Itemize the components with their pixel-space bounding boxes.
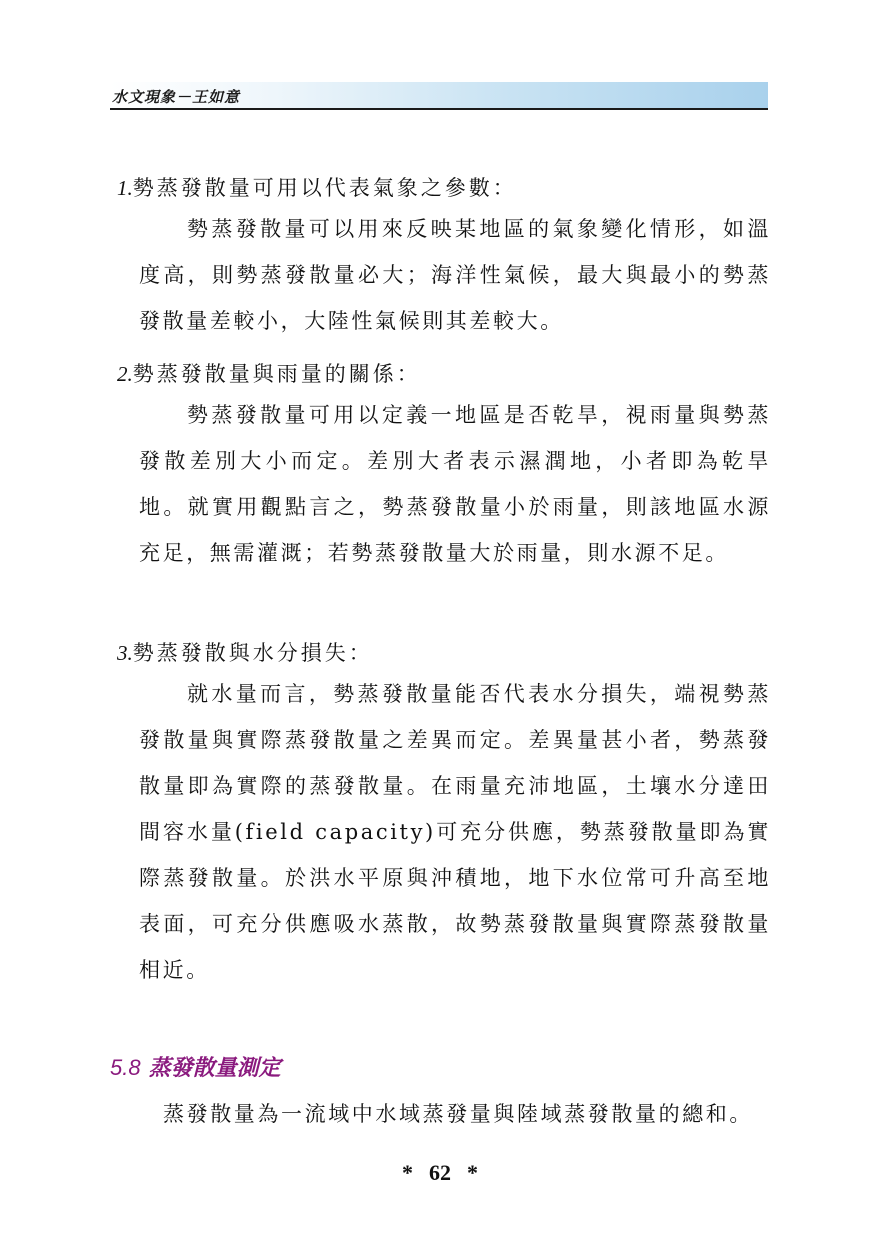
star-left-icon: * [402, 1160, 413, 1185]
item-1-heading [117, 172, 517, 202]
item-1-heading-text: 勢蒸發散量可用以代表氣象之參數： [132, 176, 517, 200]
section-text: 蒸發散量為一流域中水域蒸發量與陸域蒸發散量的總和。 [163, 1102, 753, 1126]
item-2-number: 2. [117, 362, 133, 386]
page-number [0, 1160, 880, 1186]
running-header [110, 82, 768, 110]
star-right-icon: * [467, 1160, 478, 1185]
page-number-value: 62 [429, 1160, 451, 1185]
running-header-title: 水文現象－王如意 [112, 88, 241, 106]
item-1-number: 1. [117, 176, 133, 200]
item-2-heading-text: 勢蒸發散量與雨量的關係： [132, 362, 421, 386]
item-2-heading [117, 358, 421, 388]
item-1-body: 勢蒸發散量可以用來反映某地區的氣象變化情形，如溫度高，則勢蒸發散量必大；海洋性氣候，最大與最小的勢蒸發散量差較小，大陸性氣候則其差較大。 [139, 217, 771, 333]
item-2-body: 勢蒸發散量可用以定義一地區是否乾旱，視雨量與勢蒸發散差別大小而定。差別大者表示濕潤地，小者即為乾旱地。就實用觀點言之，勢蒸發散量小於雨量，則該地區水源充足，無需灌溉；若勢蒸發散量大於雨量，則水源不足。 [139, 403, 771, 565]
item-3-heading [117, 637, 373, 667]
section-number: 5.8 [110, 1055, 141, 1080]
section-title: 蒸發散量測定 [148, 1056, 281, 1081]
item-3-heading-text: 勢蒸發散與水分損失： [132, 641, 373, 665]
item-3-number: 3. [117, 641, 133, 665]
item-3-body: 就水量而言，勢蒸發散量能否代表水分損失，端視勢蒸發散量與實際蒸發散量之差異而定。差異量甚小者，勢蒸發散量即為實際的蒸發散量。在雨量充沛地區，土壤水分達田間容水量(field capacity)可充分供應，勢蒸發散量即為實際蒸發散量。於洪水平原與沖積地，地下水位常可升高至地表面，可充分供應吸水蒸散，故勢蒸發散量與實際蒸發散量相近。 [139, 682, 771, 982]
section-heading [110, 1051, 281, 1082]
